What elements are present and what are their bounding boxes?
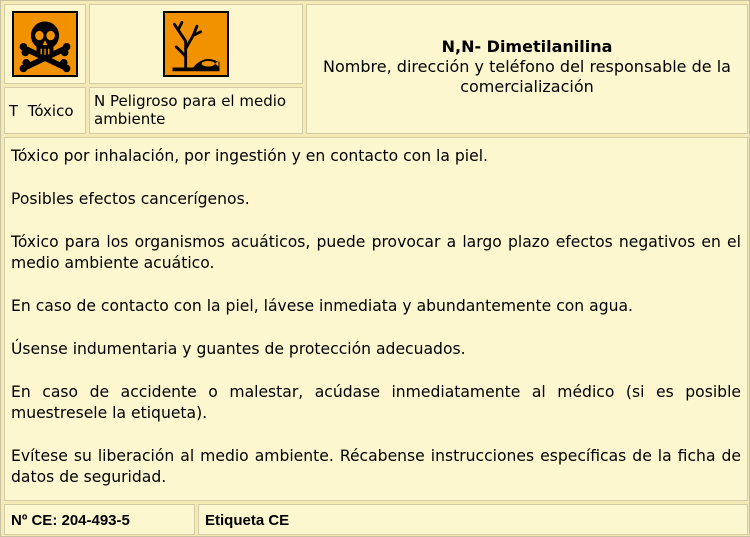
ce-label-text: Etiqueta CE [205,512,290,529]
risk-safety-phrases [4,137,748,501]
phrase: En caso de contacto con la piel, lávese inmediata y abundantemente con agua. [11,297,633,315]
dead-tree-fish-icon [163,11,229,77]
skull-crossbones-icon [12,11,78,77]
phrase: En caso de accidente o malestar, acúdase inmediatamente al médico (si es posible muestresele la etiqueta). [11,383,741,422]
toxic-pictogram-cell [4,4,86,84]
environment-hazard-text: N Peligroso para el medio ambiente [94,92,287,128]
responsible-info: Nombre, dirección y teléfono del responsable de la comercialización [323,57,731,96]
environment-hazard-label [89,87,303,134]
phrase: Tóxico para los organismos acuáticos, puede provocar a largo plazo efectos negativos en el medio ambiente acuático. [11,233,741,272]
ce-number-text: Nº CE: 204-493-5 [11,512,130,529]
phrase: Úsense indumentaria y guantes de protección adecuados. [11,340,466,358]
toxic-hazard-label [4,87,86,134]
product-name: N,N- Dimetilanilina [441,37,613,56]
environment-pictogram-cell [89,4,303,84]
phrase: Tóxico por inhalación, por ingestión y en contacto con la piel. [11,147,489,165]
ce-number [4,504,195,535]
toxic-hazard-text: T Tóxico [9,101,74,120]
phrase: Posibles efectos cancerígenos. [11,190,250,208]
ce-label [198,504,748,535]
phrase: Evítese su liberación al medio ambiente. Récabense instrucciones específicas de la ficha de datos de seguridad. [11,447,741,486]
product-header [306,4,748,134]
